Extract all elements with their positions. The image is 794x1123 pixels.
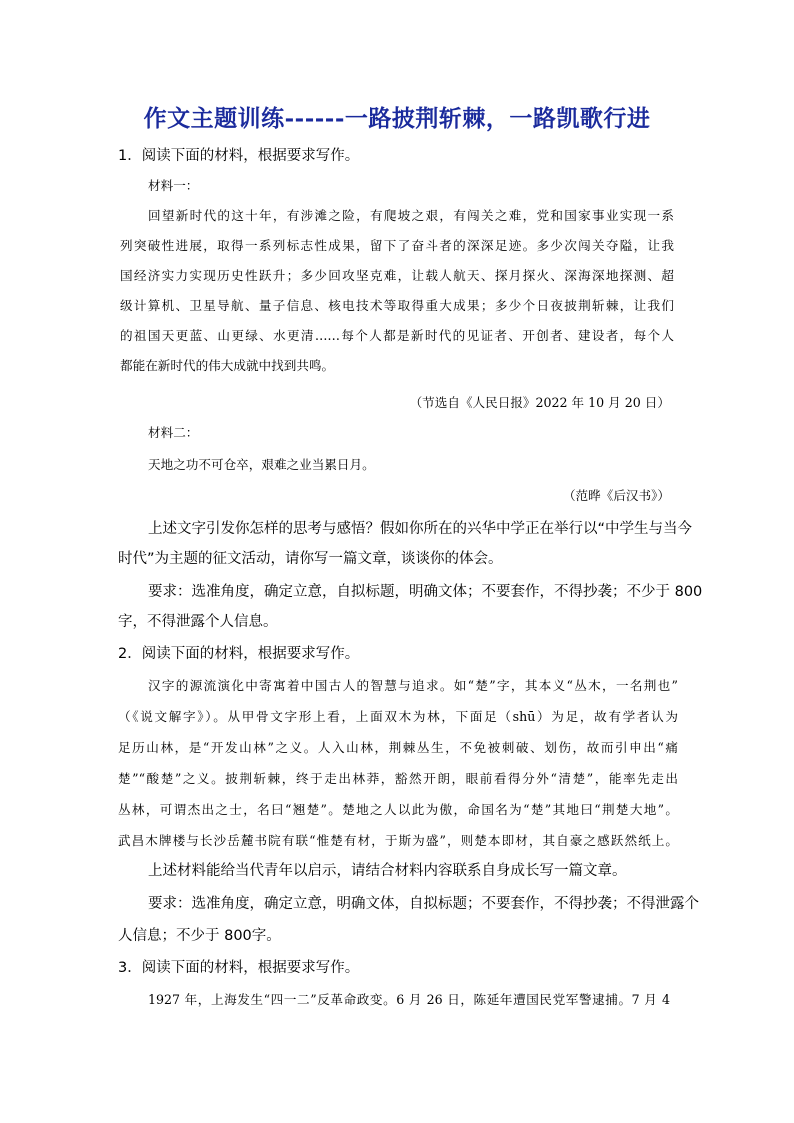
material-line: 丛林，可谓杰出之士，名曰“翘楚”。楚地之人以此为傲，命国名为“楚”其地曰“荆楚大地”。: [118, 802, 678, 817]
question-2-task: 上述材料能给当代青年以启示，请结合材料内容联系自身成长写一篇文章。: [148, 863, 627, 879]
question-3-heading: 3．阅读下面的材料，根据要求写作。: [118, 960, 360, 976]
question-1-heading: 1．阅读下面的材料，根据要求写作。: [118, 148, 360, 164]
question-1-task: 时代”为主题的征文活动，请你写一篇文章，谈谈你的体会。: [118, 551, 503, 567]
material-2-source: （范晔《后汉书》）: [562, 488, 670, 503]
question-2-heading: 2．阅读下面的材料，根据要求写作。: [118, 646, 360, 662]
material-1-line: 国经济实力实现历史性跃升；多少回攻坚克难，让载人航天、探月探火、深海深地探测、超: [120, 268, 674, 283]
material-1-line: 列突破性进展，取得一系列标志性成果，留下了奋斗者的深深足迹。多少次闯关夺隘，让我: [120, 238, 674, 253]
question-1-requirements: 要求：选准角度，确定立意，自拟标题，明确文体；不要套作，不得抄袭；不少于 800: [148, 584, 703, 600]
material-line: （《说文解字》）。从甲骨文字形上看，上面双木为林，下面足（shū）为足，故有学者认为: [118, 709, 678, 724]
material-1-line: 都能在新时代的伟大成就中找到共鸣。: [120, 358, 335, 373]
question-1-task: 上述文字引发你怎样的思考与感悟？假如你所在的兴华中学正在举行以“中学生与当今: [148, 521, 693, 537]
material-1-line: 回望新时代的这十年，有涉滩之险，有爬坡之艰，有闯关之难，党和国家事业实现一系: [148, 208, 674, 223]
material-line: 楚”“酸楚”之义。披荆斩棘，终于走出林莽，豁然开朗，眼前看得分外“清楚”，能率先走出: [118, 771, 678, 786]
material-line: 足历山林，是“开发山林”之义。人入山林，荆棘丛生，不免被刺破、划伤，故而引申出“痛: [118, 740, 678, 755]
question-1-requirements: 字，不得泄露个人信息。: [118, 614, 278, 630]
material-line: 武昌木牌楼与长沙岳麓书院有联“惟楚有材，于斯为盛”，则楚本即材，其自豪之感跃然纸上。: [118, 833, 678, 848]
question-2-requirements: 人信息；不少于 800字。: [118, 928, 281, 944]
material-1-label: 材料一：: [148, 178, 199, 193]
material-2-label: 材料二：: [148, 425, 199, 440]
material-line: 汉字的源流演化中寄寓着中国古人的智慧与追求。如“楚”字，其本义“丛木，一名荆也”: [148, 678, 678, 693]
material-1-line: 的祖国天更蓝、山更绿、水更清……每个人都是新时代的见证者、开创者、建设者，每个人: [120, 328, 674, 343]
material-2-text: 天地之功不可仓卒，艰难之业当累日月。: [148, 457, 375, 472]
material-1-line: 级计算机、卫星导航、量子信息、核电技术等取得重大成果；多少个日夜披荆斩棘，让我们: [120, 298, 674, 313]
question-2-requirements: 要求：选准角度，确定立意，明确文体，自拟标题；不要套作，不得抄袭；不得泄露个: [148, 896, 699, 912]
page-title: 作文主题训练------一路披荆斩棘，一路凯歌行进: [143, 105, 651, 132]
material-line: 1927 年，上海发生“四一二”反革命政变。6 月 26 日，陈延年遭国民党军警逮捕。7 月 4: [148, 992, 670, 1007]
material-1-source: （节选自《人民日报》2022 年 10 月 20 日）: [409, 395, 670, 410]
